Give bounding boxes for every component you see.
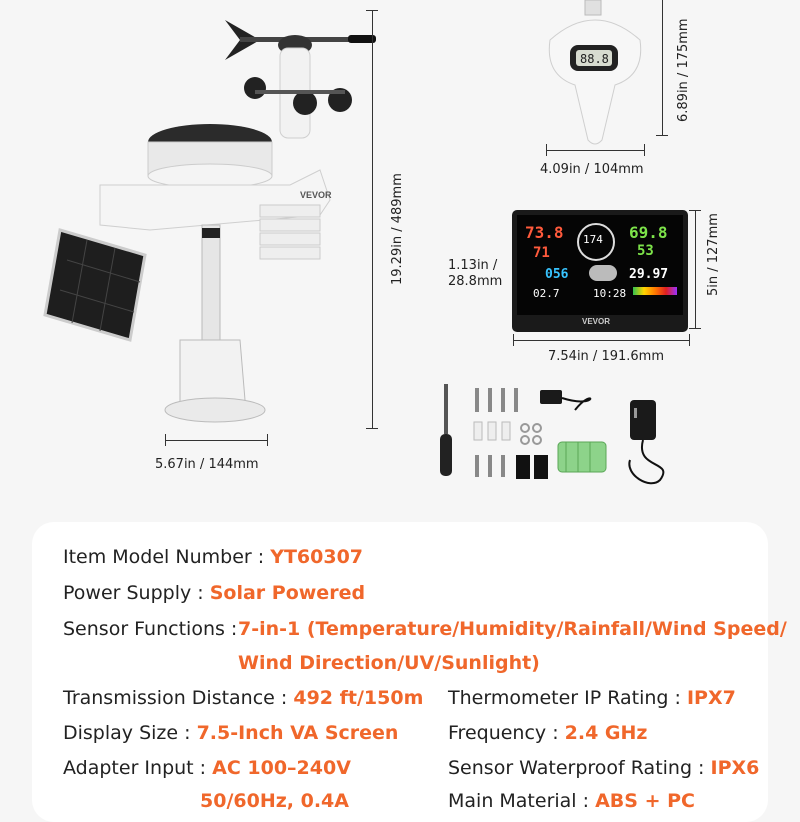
outdoor-temp: 69.8 [629,223,668,242]
station-width-line [165,440,267,441]
display-height-tick-top [689,210,701,211]
sensor-height-line [662,0,663,135]
pool-sensor-image [540,0,650,150]
spec-waterproof [448,757,759,779]
station-width-tick-left [165,434,166,446]
spec-functions-value-1-text: 7-in-1 (Temperature/Humidity/Rainfall/Wind Speed/ [238,618,787,640]
spec-material [448,790,695,812]
spec-transmission [63,687,423,709]
station-height-label: 19.29in / 489mm [390,173,405,285]
spec-material-value: ABS + PC [595,790,695,812]
spec-display [63,722,398,744]
sensor-width-tick-left [546,144,547,156]
spec-model [63,546,363,568]
time-value: 10:28 [593,287,627,300]
spec-ip-label: Thermometer IP Rating : [448,687,687,709]
spec-frequency-label: Frequency : [448,722,565,744]
outdoor-hum: 53 [637,243,654,259]
display-height-label: 5in / 127mm [706,213,721,296]
spec-waterproof-value: IPX6 [710,757,760,779]
display-width-label: 7.54in / 191.6mm [548,349,664,364]
pressure-value: 29.97 [629,267,669,282]
spec-model-value: YT60307 [270,546,364,568]
sensor-width-tick-right [644,144,645,156]
date-value: 02.7 [533,287,560,300]
display-console [512,210,688,332]
station-height-tick-bottom [366,428,378,429]
uv-bar [633,287,677,295]
station-width-tick-right [267,434,268,446]
svg-text:88.8: 88.8 [580,52,609,66]
display-width-tick-left [513,334,514,346]
display-height-tick-bottom [689,328,701,329]
spec-display-value: 7.5-Inch VA Screen [196,722,399,744]
sensor-width-label: 4.09in / 104mm [540,162,644,177]
spec-adapter-label: Adapter Input : [63,757,213,779]
spec-ip-value: IPX7 [686,687,736,709]
spec-model-label: Item Model Number : [63,546,271,568]
spec-frequency-value: 2.4 GHz [564,722,648,744]
station-height-tick-top [366,10,378,11]
accessories-image [430,380,680,490]
display-width-tick-right [689,334,690,346]
rain-value: 056 [545,267,569,282]
spec-frequency [448,722,647,744]
wind-value: 174 [583,233,603,246]
display-width-line [513,340,689,341]
spec-power-label: Power Supply : [63,582,210,604]
sensor-width-line [546,150,644,151]
spec-transmission-label: Transmission Distance : [63,687,294,709]
spec-adapter [63,757,351,779]
spec-adapter-value-2: 50/60Hz, 0.4A [200,790,349,812]
spec-power-value: Solar Powered [209,582,366,604]
spec-ip [448,687,736,709]
display-screen [517,215,683,315]
console-brand: VEVOR [582,317,611,326]
spec-functions [63,618,237,640]
spec-display-label: Display Size : [63,722,197,744]
weather-icon [589,265,617,281]
spec-material-label: Main Material : [448,790,596,812]
display-depth-label-1: 1.13in / [448,258,498,273]
spec-waterproof-label: Sensor Waterproof Rating : [448,757,711,779]
spec-functions-label: Sensor Functions : [63,618,238,640]
station-width-label: 5.67in / 144mm [155,457,259,472]
station-height-line [372,10,373,428]
spec-power [63,582,365,604]
sensor-height-tick-bottom [656,135,668,136]
spec-functions-value-2-text: Wind Direction/UV/Sunlight) [238,652,540,674]
spec-adapter-value-1: AC 100–240V [212,757,351,779]
sensor-height-label: 6.89in / 175mm [676,18,691,122]
display-depth-label-2: 28.8mm [448,274,503,289]
spec-functions-value-2 [238,652,540,674]
weather-station-image [30,0,380,450]
display-height-line [695,210,696,328]
spec-transmission-value: 492 ft/150m [293,687,424,709]
spec-functions-value-1 [238,618,787,640]
indoor-temp: 73.8 [525,223,564,242]
svg-text:VEVOR: VEVOR [300,190,332,200]
spec-adapter-cont [200,790,349,812]
indoor-hum: 71 [533,245,550,261]
